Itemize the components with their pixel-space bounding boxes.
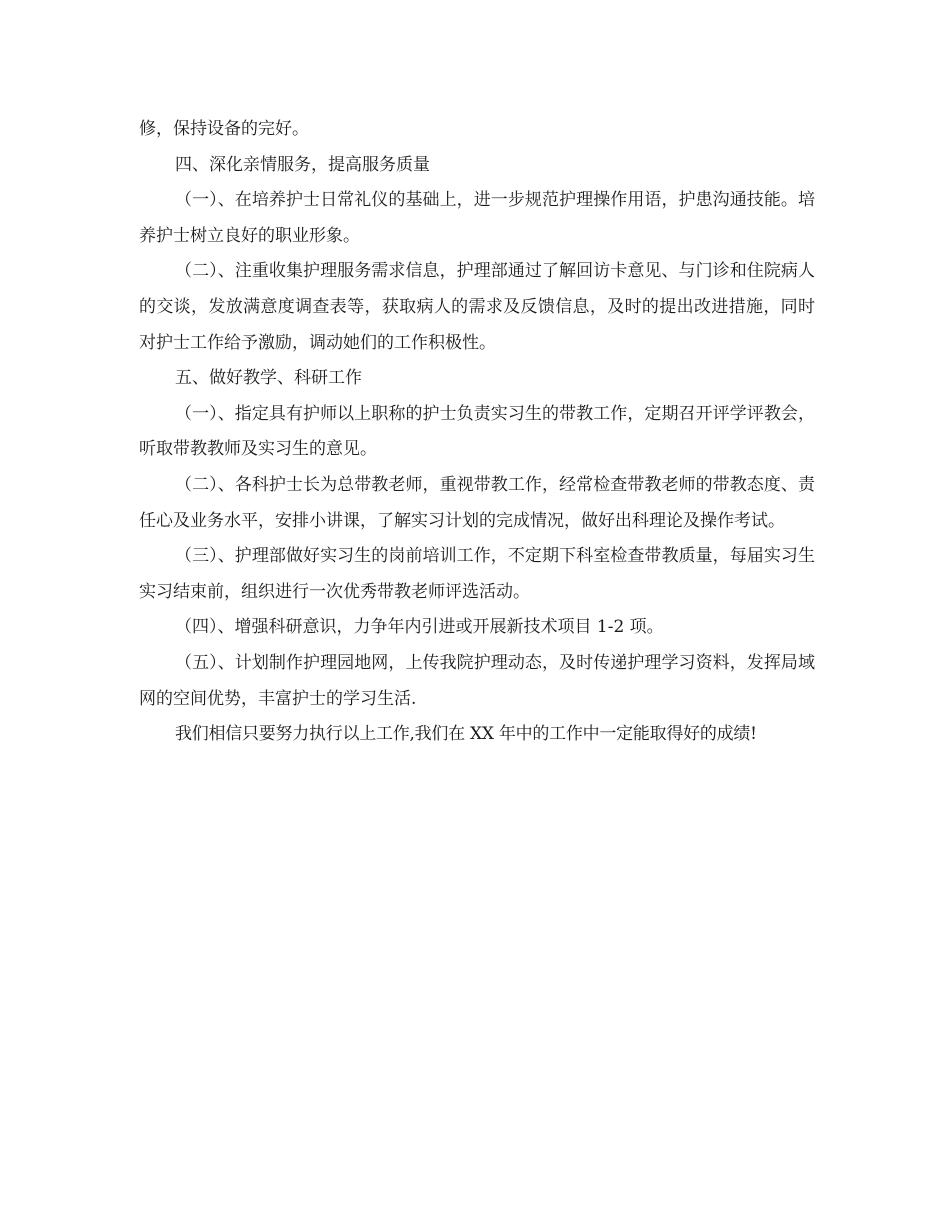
- closing-statement: 我们相信只要努力执行以上工作,我们在 XX 年中的工作中一定能取得好的成绩!: [175, 724, 757, 745]
- paragraph-continuation: 修，保持设备的完好。: [139, 119, 309, 139]
- paragraph-5-1: （一）、指定具有护师以上职称的护士负责实习生的带教工作，定期召开评学评教会，听取带教教师及实习生的意见。: [139, 403, 815, 460]
- paragraph-5-4: （四）、增强科研意识，力争年内引进或开展新技术项目 1-2 项。: [175, 617, 664, 638]
- document-body: [139, 112, 815, 753]
- section-heading-4: 四、深化亲情服务，提高服务质量: [175, 154, 430, 175]
- paragraph-4-1: （一）、在培养护士日常礼仪的基础上，进一步规范护理操作用语，护患沟通技能。培养护士树立良好的职业形象。: [139, 190, 815, 246]
- paragraph-4-2: （二）、注重收集护理服务需求信息，护理部通过了解回访卡意见、与门诊和住院病人的交谈，发放满意度调查表等，获取病人的需求及反馈信息，及时的提出改进措施，同时对护士工作给予激励，调动她们的工作积极性。: [139, 261, 815, 353]
- section-heading-5: 五、做好教学、科研工作: [175, 368, 362, 389]
- paragraph-5-5: （五）、计划制作护理园地网，上传我院护理动态，及时传递护理学习资料，发挥局域网的空间优势，丰富护士的学习生活.: [139, 652, 815, 709]
- paragraph-5-3: （三）、护理部做好实习生的岗前培训工作，不定期下科室检查带教质量，每届实习生实习结束前，组织进行一次优秀带教老师评选活动。: [139, 546, 815, 602]
- paragraph-5-2: （二）、各科护士长为总带教老师，重视带教工作，经常检查带教老师的带教态度、责任心及业务水平，安排小讲课，了解实习计划的完成情况，做好出科理论及操作考试。: [139, 474, 815, 531]
